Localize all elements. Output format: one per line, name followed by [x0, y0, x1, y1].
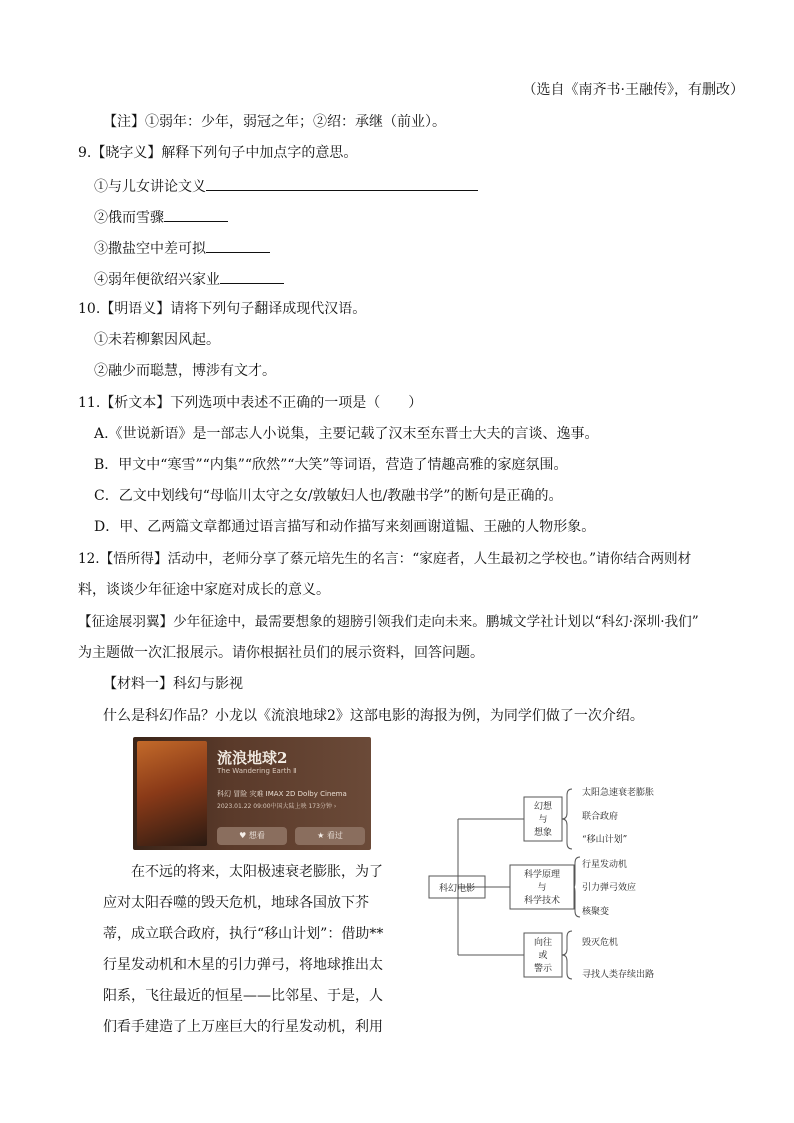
q10-item-1: ①未若柳絮因风起。	[94, 332, 220, 348]
q11-option-d: D．甲、乙两篇文章都通过语言描写和动作描写来刻画谢道韫、王融的人物形象。	[94, 519, 596, 535]
q10-item-2: ②融少而聪慧，博涉有文才。	[94, 363, 276, 379]
diagram-branch-3-label: 警示	[533, 964, 553, 974]
note-line: 【注】①弱年：少年，弱冠之年；②绍：承继（前业）。	[103, 114, 446, 130]
passage-line-3: 蒂，成立联合政府，执行“移山计划”：借助**	[103, 926, 384, 942]
diagram-leaf: 核聚变	[582, 907, 610, 917]
poster-tags: 科幻 冒险 灾难 IMAX 2D Dolby Cinema	[217, 790, 347, 798]
diagram-branch-1-label: 想象	[533, 828, 553, 838]
passage-line-2: 应对太阳吞噬的毁天危机，地球各国放下芥	[103, 895, 369, 911]
section-intro-line-2: 为主题做一次汇报展示。请你根据社员们的展示资料，回答问题。	[78, 645, 484, 661]
diagram-branch-3-label: 或	[538, 951, 548, 961]
diagram-leaf: 寻找人类存续出路	[582, 970, 655, 980]
passage-line-6: 们看手建造了上万座巨大的行星发动机，利用	[103, 1019, 383, 1035]
source-citation: （选自《南齐书·王融传》，有删改）	[522, 82, 744, 98]
q10-stem: 10.【明语义】请将下列句子翻译成现代汉语。	[78, 301, 367, 317]
diagram-branch-2-label: 科学技术	[523, 896, 561, 906]
q11-option-b: B．甲文中“寒雪”“内集”“欣然”“大笑”等词语，营造了情趣高雅的家庭氛围。	[94, 457, 568, 473]
answer-blank[interactable]	[220, 268, 284, 284]
q9-item-4: ④弱年便欲绍兴家业	[94, 268, 284, 290]
diagram-leaf: “移山计划”	[582, 835, 628, 845]
answer-blank[interactable]	[206, 237, 270, 253]
diagram-leaf: 联合政府	[582, 812, 619, 822]
poster-subtitle: The Wandering Earth Ⅱ	[217, 767, 297, 775]
seen-button[interactable]: ★ 看过	[295, 827, 365, 845]
diagram-leaf: 行星发动机	[582, 860, 628, 870]
movie-poster	[133, 737, 371, 850]
q11-option-a: A.《世说新语》是一部志人小说集，主要记载了汉末至东晋士大夫的言谈、逸事。	[94, 426, 599, 442]
diagram-branch-3-label: 向往	[533, 938, 553, 948]
q12-line-1: 12.【悟所得】活动中，老师分享了蔡元培先生的名言：“家庭者，人生最初之学校也。”请你结合两则材	[78, 551, 692, 567]
answer-blank[interactable]	[206, 175, 478, 191]
diagram-branch-1-label: 幻想	[533, 802, 553, 812]
q9-item-2: ②俄而雪骤	[94, 206, 228, 228]
want-to-see-button[interactable]: ♥ 想看	[217, 827, 287, 845]
diagram-leaf: 引力弹弓效应	[582, 883, 637, 893]
q11-option-c: C．乙文中划线句“母临川太守之女/敦敏妇人也/教融书学”的断句是正确的。	[94, 488, 563, 504]
diagram-branch-1-label: 与	[538, 815, 548, 825]
section-intro-line-1: 【征途展羽翼】少年征途中，最需要想象的翅膀引领我们走向未来。鹏城文学社计划以“科幻·深圳·我们”	[78, 614, 699, 630]
diagram-leaf: 太阳急速衰老膨胀	[582, 788, 655, 798]
q12-line-2: 料，谈谈少年征途中家庭对成长的意义。	[78, 582, 330, 598]
q9-item-3: ③撒盐空中差可拟	[94, 237, 270, 259]
poster-date: 2023.01.22 09:00中国大陆上映 173分钟 ›	[217, 803, 337, 810]
q9-item-1: ①与儿女讲论文义	[94, 175, 478, 197]
poster-image	[137, 741, 207, 846]
q9-stem: 9.【晓字义】解释下列句子中加点字的意思。	[78, 145, 358, 161]
diagram-root-label: 科幻电影	[438, 884, 476, 894]
poster-title: 流浪地球2	[217, 749, 288, 767]
passage-line-1: 在不远的将来，太阳极速衰老膨胀，为了	[103, 864, 383, 880]
passage-line-5: 阳系，飞往最近的恒星——比邻星、于是，人	[103, 988, 383, 1004]
passage-line-4: 行星发动机和木星的引力弹弓，将地球推出太	[103, 957, 383, 973]
diagram-leaf: 毁灭危机	[582, 938, 619, 948]
concept-diagram	[420, 775, 680, 995]
material1-heading: 【材料一】科幻与影视	[103, 676, 243, 692]
answer-blank[interactable]	[164, 206, 228, 222]
q11-stem: 11.【析文本】下列选项中表述不正确的一项是（ ）	[78, 395, 423, 411]
diagram-branch-2-label: 与	[537, 883, 547, 893]
material1-intro: 什么是科幻作品？小龙以《流浪地球2》这部电影的海报为例，为同学们做了一次介绍。	[103, 708, 644, 724]
diagram-branch-2-label: 科学原理	[523, 870, 561, 880]
